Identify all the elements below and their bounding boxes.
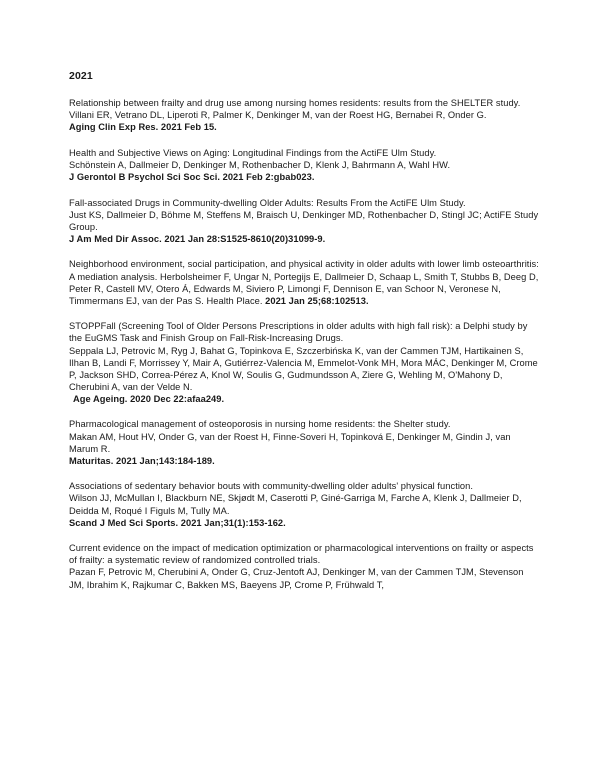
reference-journal: Aging Clin Exp Res. 2021 Feb 15. xyxy=(69,122,217,133)
reference-authors: Makan AM, Hout HV, Onder G, van der Roest H, Finne-Soveri H, Topinková E, Denkinger M, Gindin J, van Marum R. xyxy=(69,431,511,454)
reference-journal: J Am Med Dir Assoc. 2021 Jan 28:S1525-8610(20)31099-9. xyxy=(69,233,326,244)
reference-title: Pharmacological management of osteoporosis in nursing home residents: the Shelter study. xyxy=(69,419,451,430)
reference-item xyxy=(69,542,539,590)
reference-title: Fall-associated Drugs in Community-dwelling Older Adults: Results From the ActiFE Ulm Study. xyxy=(69,197,466,208)
reference-item xyxy=(69,197,539,245)
reference-text xyxy=(69,258,539,306)
reference-title: Health and Subjective Views on Aging: Longitudinal Findings from the ActiFE Ulm Study. xyxy=(69,147,437,158)
reference-item xyxy=(69,320,539,405)
reference-journal: 2021 Jan 25;68:102513. xyxy=(265,295,369,306)
reference-journal: J Gerontol B Psychol Sci Soc Sci. 2021 Feb 2:gbab023. xyxy=(69,171,315,182)
reference-title: Associations of sedentary behavior bouts with community-dwelling older adults' physical function. xyxy=(69,481,474,492)
reference-journal: Scand J Med Sci Sports. 2021 Jan;31(1):153-162. xyxy=(69,517,286,528)
reference-authors: Pazan F, Petrovic M, Cherubini A, Onder G, Cruz-Jentoft AJ, Denkinger M, van der Cammen TJM, Stevenson JM, Ibrahim K, Rajkumar C, Bakken MS, Baeyens JP, Crome P, Frühwald T, xyxy=(69,567,524,590)
reference-authors: Schönstein A, Dallmeier D, Denkinger M, Rothenbacher D, Klenk J, Bahrmann A, Wahl HW. xyxy=(69,159,451,170)
reference-authors: Seppala LJ, Petrovic M, Ryg J, Bahat G, Topinkova E, Szczerbińska K, van der Cammen TJM, Hartikainen S, Ilhan B, Landi F, Morrissey Y, Mair A, Gutiérrez-Valencia M, Emmelot-Vonk MH, Mora MÁC, Denkinger M, Crome P, Jackson SHD, Correa-Pérez A, Knol W, Soulis G, Gudmundsson A, Ziere G, Wehling M, O'Mahony D, Cherubini A, van der Velde N. xyxy=(69,345,538,392)
reference-item xyxy=(69,480,539,528)
reference-title: Relationship between frailty and drug use among nursing homes residents: results from the SHELTER study. xyxy=(69,98,521,108)
reference-item xyxy=(69,258,539,306)
reference-authors: Wilson JJ, McMullan I, Blackburn NE, Skjødt M, Caserotti P, Giné-Garriga M, Farche A, Klenk J, Dallmeier D, Deidda M, Roqué I Figuls M, Tully MA. xyxy=(69,493,522,516)
reference-authors: Just KS, Dallmeier D, Böhme M, Steffens M, Braisch U, Denkinger MD, Rothenbacher D, Stingl JC; ActiFE Study Group. xyxy=(69,209,539,232)
reference-title: Current evidence on the impact of medication optimization or pharmacological interventions on frailty or aspects of frailty: a systematic review of randomized controlled trials. xyxy=(69,543,534,566)
reference-authors: Villani ER, Vetrano DL, Liperoti R, Palmer K, Denkinger M, van der Roest HG, Bernabei R, Onder G. xyxy=(69,110,487,121)
reference-item xyxy=(69,97,539,133)
reference-list xyxy=(69,97,539,604)
reference-item xyxy=(69,147,539,183)
reference-journal: Maturitas. 2021 Jan;143:184-189. xyxy=(69,455,215,466)
reference-journal: Age Ageing. 2020 Dec 22:afaa249. xyxy=(73,393,225,404)
reference-title: STOPPFall (Screening Tool of Older Persons Prescriptions in older adults with high fall risk): a Delphi study by the EuGMS Task and Finish Group on Fall-Risk-Increasing Drugs. xyxy=(69,321,528,344)
reference-item xyxy=(69,418,539,466)
reference-title: Neighborhood environment, social participation, and physical activity in older adults with lower limb osteoarthritis: A mediation analysis. Herbolsheimer F, Ungar N, Portegijs E, Dallmeier D, Schaap L, Smith T, Stubbs B, Deeg D, Peter R, Castell MV, Otero Á, Edwards M, Siviero P, Limongi F, Dennison E, van Schoor N, Veronese N, Timmermans EJ, van der Pas S. Health Place. xyxy=(69,259,539,306)
year-heading: 2021 xyxy=(69,70,93,82)
